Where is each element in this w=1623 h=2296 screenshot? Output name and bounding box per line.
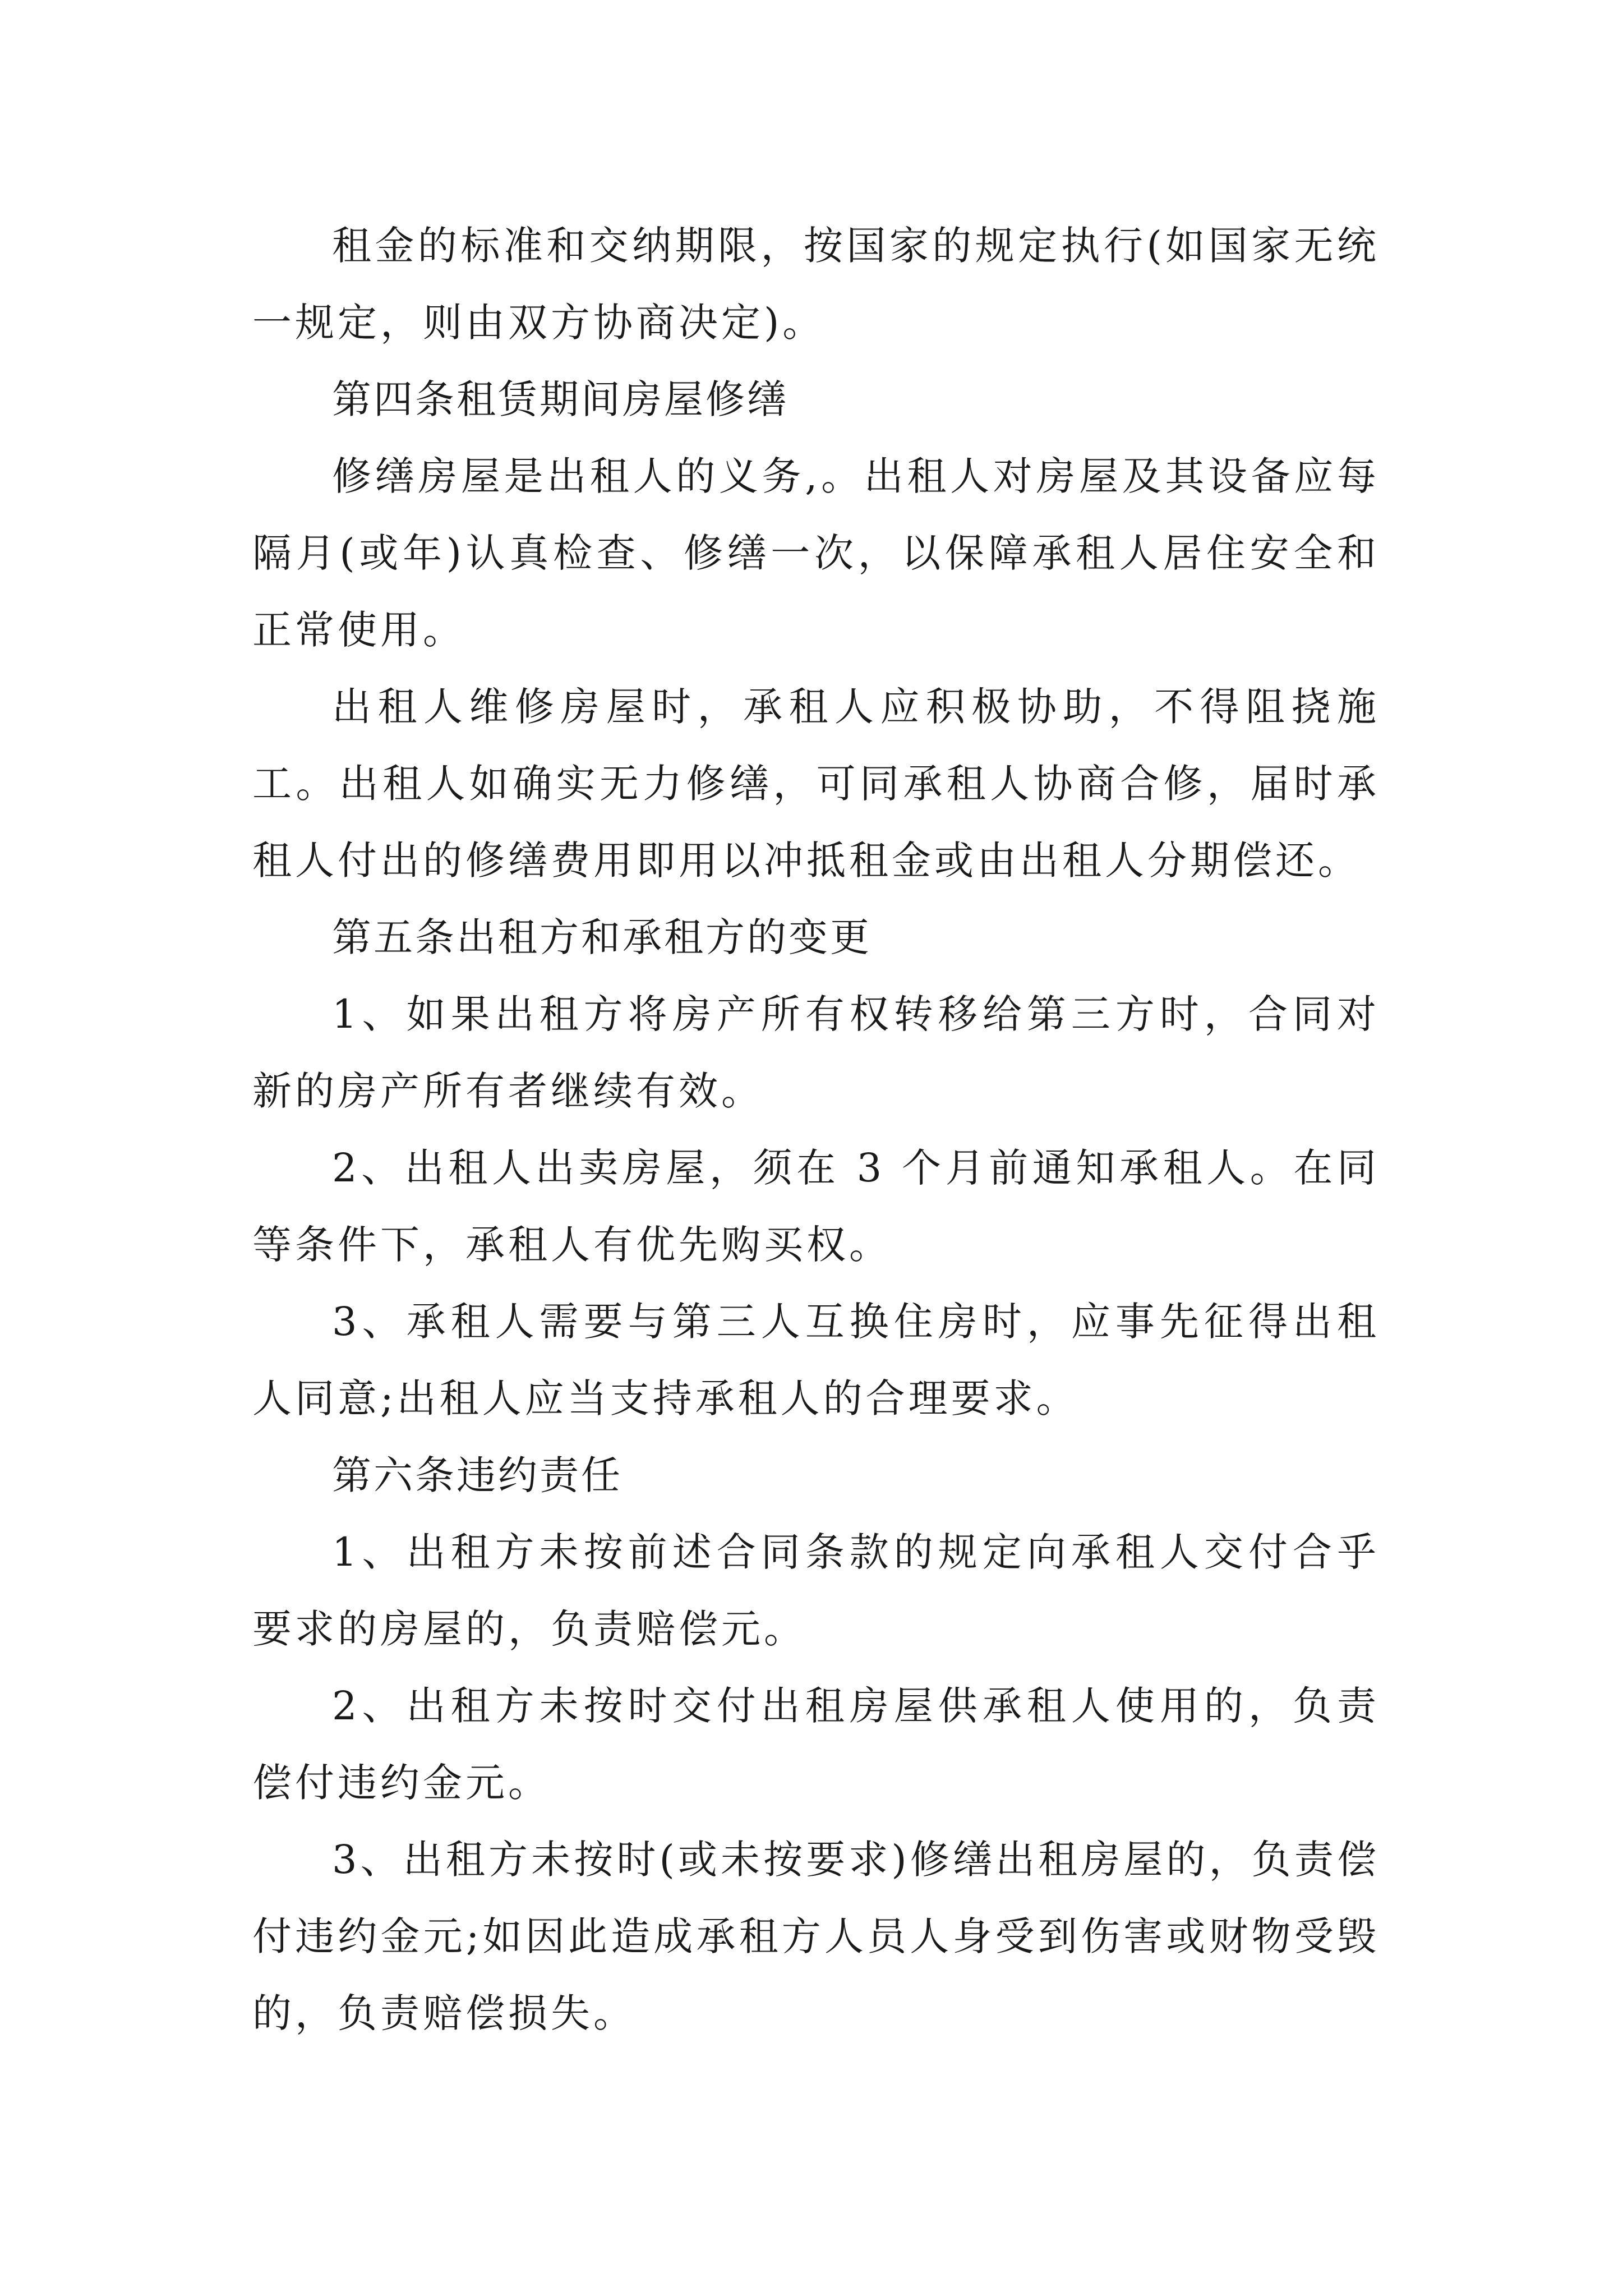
paragraph-repair-duty: 修缮房屋是出租人的义务,。出租人对房屋及其设备应每隔月(或年)认真检查、修缮一次，以保障承租人居住安全和正常使用。 [252, 453, 1380, 653]
paragraph-change-2: 2、出租人出卖房屋，须在 3 个月前通知承租人。在同等条件下，承租人有优先购买权。 [252, 1145, 1380, 1268]
heading-article-4: 第四条租赁期间房屋修缮 [332, 376, 789, 422]
paragraph-change-3: 3、承租人需要与第三人互换住房时，应事先征得出租人同意;出租人应当支持承租人的合理要求。 [252, 1299, 1380, 1421]
paragraph-breach-1: 1、出租方未按前述合同条款的规定向承租人交付合乎要求的房屋的，负责赔偿元。 [252, 1529, 1380, 1652]
paragraph-change-1: 1、如果出租方将房产所有权转移给第三方时，合同对新的房产所有者继续有效。 [252, 991, 1380, 1114]
paragraph-breach-3: 3、出租方未按时(或未按要求)修缮出租房屋的，负责偿付违约金元;如因此造成承租方人员人身受到伤害或财物受毁的，负责赔偿损失。 [252, 1837, 1380, 2036]
heading-article-5: 第五条出租方和承租方的变更 [332, 914, 872, 960]
paragraph-rent-standard: 租金的标准和交纳期限，按国家的规定执行(如国家无统一规定，则由双方协商决定)。 [252, 223, 1380, 346]
paragraph-breach-2: 2、出租方未按时交付出租房屋供承租人使用的，负责偿付违约金元。 [252, 1683, 1380, 1806]
paragraph-repair-assist: 出租人维修房屋时，承租人应积极协助，不得阻挠施工。出租人如确实无力修缮，可同承租人协商合修，届时承租人付出的修缮费用即用以冲抵租金或由出租人分期偿还。 [252, 684, 1380, 884]
heading-article-6: 第六条违约责任 [332, 1452, 623, 1498]
document-page [252, 208, 1380, 2052]
